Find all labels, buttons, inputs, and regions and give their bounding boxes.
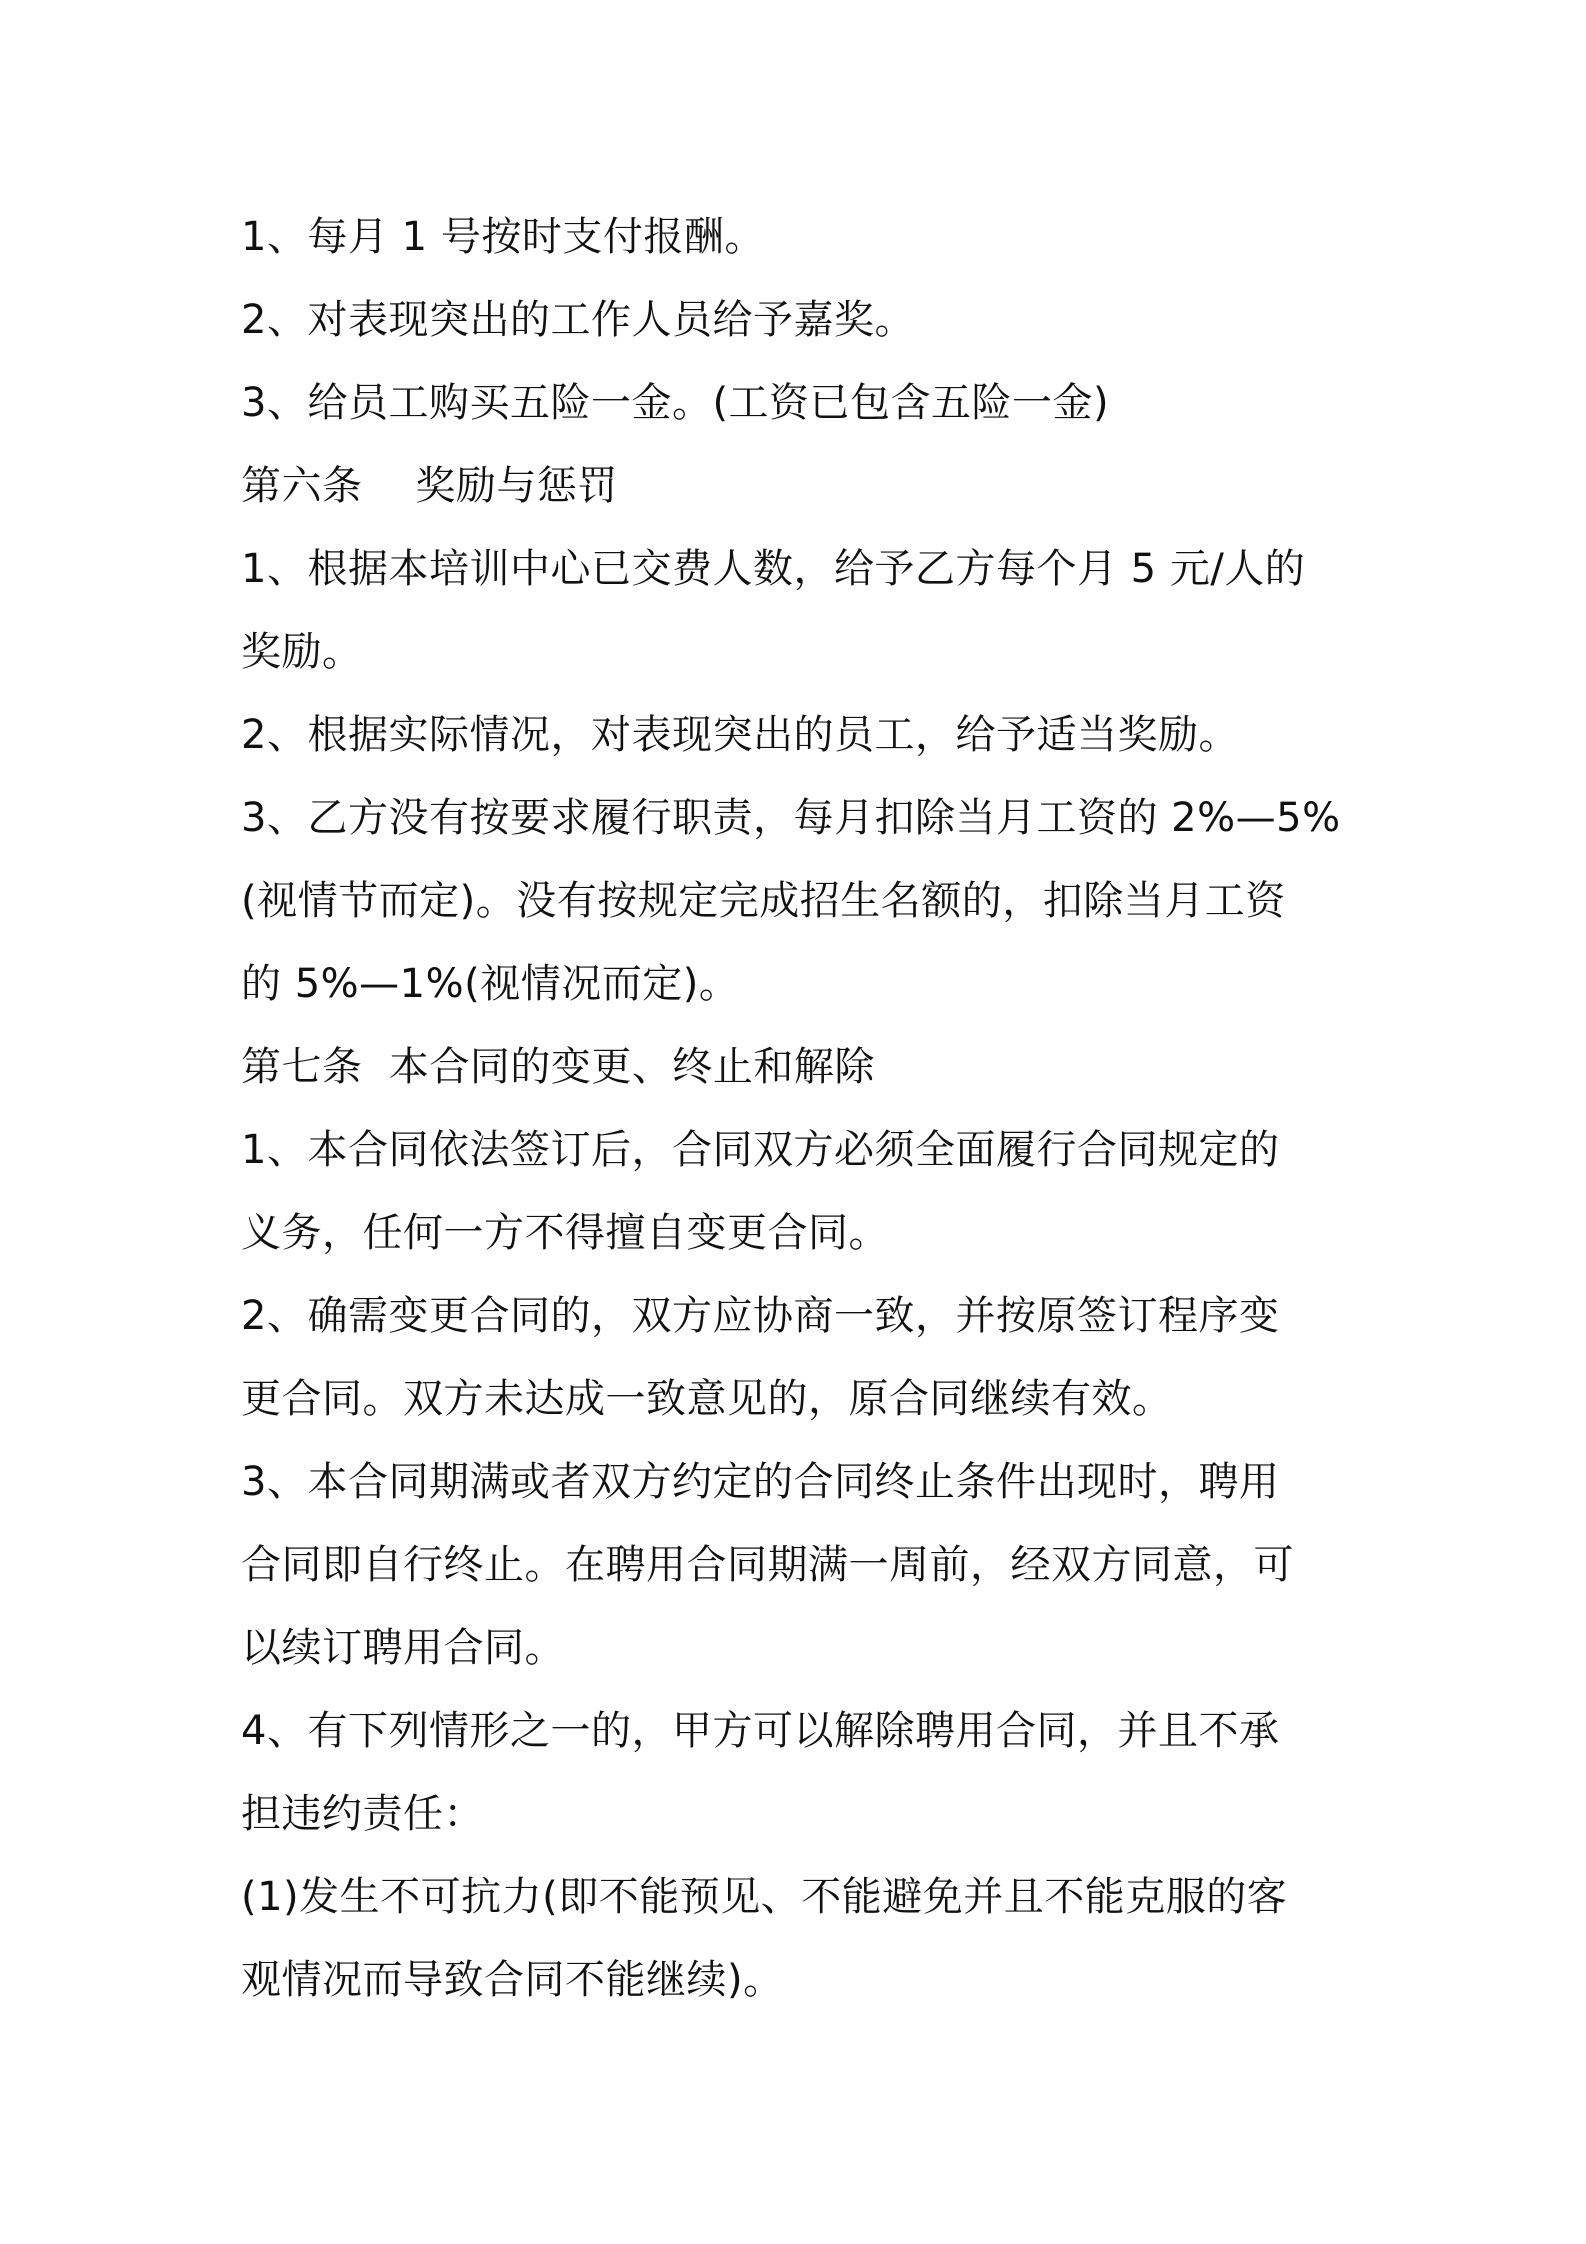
text-line: 4、有下列情形之一的，甲方可以解除聘用合同，并且不承 [241,1708,1280,1754]
text-line: 2、对表现突出的工作人员给予嘉奖。 [241,297,915,343]
text-line: 以续订聘用合同。 [241,1625,565,1671]
text-line: 观情况而导致合同不能继续)。 [241,1957,784,2003]
document-body [241,196,1351,2022]
section-heading: 第七条 本合同的变更、终止和解除 [241,1044,875,1090]
text-line: (1)发生不可抗力(即不能预见、不能避免并且不能克服的客 [241,1874,1288,1920]
text-line: 2、确需变更合同的，双方应协商一致，并按原签订程序变 [241,1293,1280,1339]
text-line: 2、根据实际情况，对表现突出的员工，给予适当奖励。 [241,712,1239,758]
text-line: (视情节而定)。没有按规定完成招生名额的，扣除当月工资 [241,878,1286,924]
text-line: 3、乙方没有按要求履行职责，每月扣除当月工资的 2%—5% [241,795,1341,841]
section-heading: 第六条 奖励与惩罚 [241,463,618,509]
text-line: 合同即自行终止。在聘用合同期满一周前，经双方同意，可 [241,1542,1294,1588]
text-line: 1、根据本培训中心已交费人数，给予乙方每个月 5 元/人的 [241,546,1306,592]
text-line: 的 5%—1%(视情况而定)。 [241,961,740,1007]
text-line: 3、本合同期满或者双方约定的合同终止条件出现时，聘用 [241,1459,1280,1505]
text-line: 1、每月 1 号按时支付报酬。 [241,214,765,260]
text-line: 1、本合同依法签订后，合同双方必须全面履行合同规定的 [241,1127,1280,1173]
text-line: 义务，任何一方不得擅自变更合同。 [241,1210,889,1256]
text-line: 奖励。 [241,629,363,675]
text-line: 3、给员工购买五险一金。(工资已包含五险一金) [241,380,1110,426]
text-line: 担违约责任： [241,1791,484,1837]
text-line: 更合同。双方未达成一致意见的，原合同继续有效。 [241,1376,1173,1422]
